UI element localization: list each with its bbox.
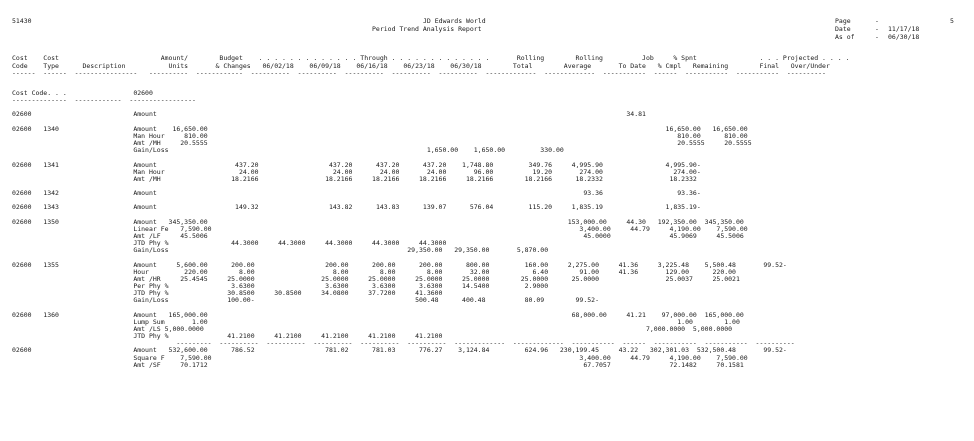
page-sep: -	[875, 17, 879, 25]
report-line: Gain/Loss 100.00- 500.48 400.48 80.09 99.52-	[12, 296, 599, 305]
report-line: Amt /HR 25.4545 25.0000 25.0000 25.0000 25.0000 25.0000 25.0000 25.0000 25.0037 25.0021	[12, 274, 740, 283]
company-name: JD Edwards World	[423, 17, 486, 25]
report-line: Gain/Loss 1,650.00 1,650.00 330.00	[12, 146, 564, 155]
column-header-line-1: Cost Cost Amount/ Budget . . . . . . . . . . . . . Through . . . . . . . . . . . . . Rolling Rolling Job % Spnt . . . Projected . . . .	[12, 54, 850, 62]
report-line: Linear Fe 7,590.00 3,400.00 44.79 4,190.00 7,590.00	[12, 224, 748, 233]
report-line: 02600 1360 Amount 165,000.00 68,000.00 41.21 97,000.00 165,000.00	[12, 310, 744, 319]
report-line: Lump Sum 1.00 1.00 1.00	[12, 317, 740, 326]
report-line: 02600 Amount 34.81	[12, 110, 646, 119]
report-line: Amt /MH 18.2166 18.2166 18.2166 18.2166 18.2166 18.2166 18.2332 18.2332	[12, 174, 697, 183]
report-line: 02600 1343 Amount 149.32 143.82 143.83 139.07 576.04 115.20 1,835.19 1,835.19-	[12, 203, 701, 212]
as-of-value: 06/30/18	[888, 33, 920, 41]
report-line: 02600 Amount 532,600.00 786.52 781.02 781.03 776.27 3,124.84 624.96 230,199.45 43.22 302,301.03 532,500.48 99.52-	[12, 346, 787, 355]
as-of-label: As of	[835, 33, 855, 41]
report-line: 02600 1340 Amount 16,650.00 16,650.00 16,650.00	[12, 124, 748, 133]
date-label: Date	[835, 25, 851, 33]
report-line: Amt /LF 45.5006 45.0000 45.9069 45.5006	[12, 232, 744, 240]
page-label: Page	[835, 17, 851, 25]
date-value: 11/17/18	[888, 25, 920, 33]
report-line: Man Hour 24.00 24.00 24.00 24.00 96.00 19.20 274.00 274.00-	[12, 167, 701, 176]
report-line: Square F 7,590.00 3,400.00 44.79 4,190.00 7,590.00	[12, 353, 748, 362]
program-id: 51430	[12, 17, 32, 25]
report-line: -------------- ------------ -----------------	[12, 96, 196, 105]
report-line: 02600 1350 Amount 345,350.00 153,000.00 44.30 192,350.00 345,350.00	[12, 217, 744, 226]
report-line: --------- ---------- ---------- ---------- ---------- ---------- ------------- ------------- ----------- ------ ----------- ----------- ----------	[12, 339, 795, 348]
report-line: Per Phy % 3.6300 3.6300 3.6300 3.6300 14.5400 2.9000	[12, 282, 549, 291]
as-of-sep: -	[875, 33, 879, 41]
report-line: 02600 1355 Amount 5,600.00 200.00 200.00 200.00 200.00 800.00 160.00 2,275.00 41.36 3,225.48 5,500.48 99.52-	[12, 260, 787, 269]
report-line: Amt /MH 20.5555 20.5555 20.5555	[12, 139, 752, 148]
report-line: Gain/Loss 29,350.00 29,350.00 5,870.00	[12, 246, 549, 255]
page-number: 5	[950, 17, 954, 25]
report-line: 02600 1341 Amount 437.20 437.20 437.20 437.20 1,748.80 349.76 4,995.90 4,995.90-	[12, 160, 701, 169]
report-line: Amt /SF 70.1712 67.7057 72.1482 70.1581	[12, 360, 744, 369]
column-header-line-2: Code Type Description Units & Changes 06/02/18 06/09/18 06/16/18 06/23/18 06/30/18 Total Average To Date % Cmpl Remaining Final Over/Under	[12, 62, 830, 70]
report-line: JTD Phy % 30.8500 30.8500 34.0800 37.7200 41.3600	[12, 289, 443, 298]
report-line: Man Hour 810.00 810.00 810.00	[12, 131, 748, 140]
report-line: Amt /LS 5,000.0000 7,000.0000 5,000.0000	[12, 324, 733, 333]
report-line: Hour 220.00 8.00 8.00 8.00 8.00 32.00 6.40 91.00 41.36 129.00 220.00	[12, 267, 736, 276]
report-line: JTD Phy % 44.3000 44.3000 44.3000 44.3000 44.3000	[12, 239, 447, 248]
column-header-rule: ------ ------ ---------------- ---------- ------------ ---------- ---------- ---------- ---------- ---------- ------------- ------------- ----------- ------ ----------- ----------- ----------	[12, 69, 826, 77]
report-line: Cost Code. . . 02600	[12, 89, 153, 97]
report-line: JTD Phy % 41.2100 41.2100 41.2100 41.2100 41.2100	[12, 332, 443, 341]
date-sep: -	[875, 25, 879, 33]
report-line: 02600 1342 Amount 93.36 93.36-	[12, 189, 701, 198]
report-title: Period Trend Analysis Report	[372, 25, 482, 33]
